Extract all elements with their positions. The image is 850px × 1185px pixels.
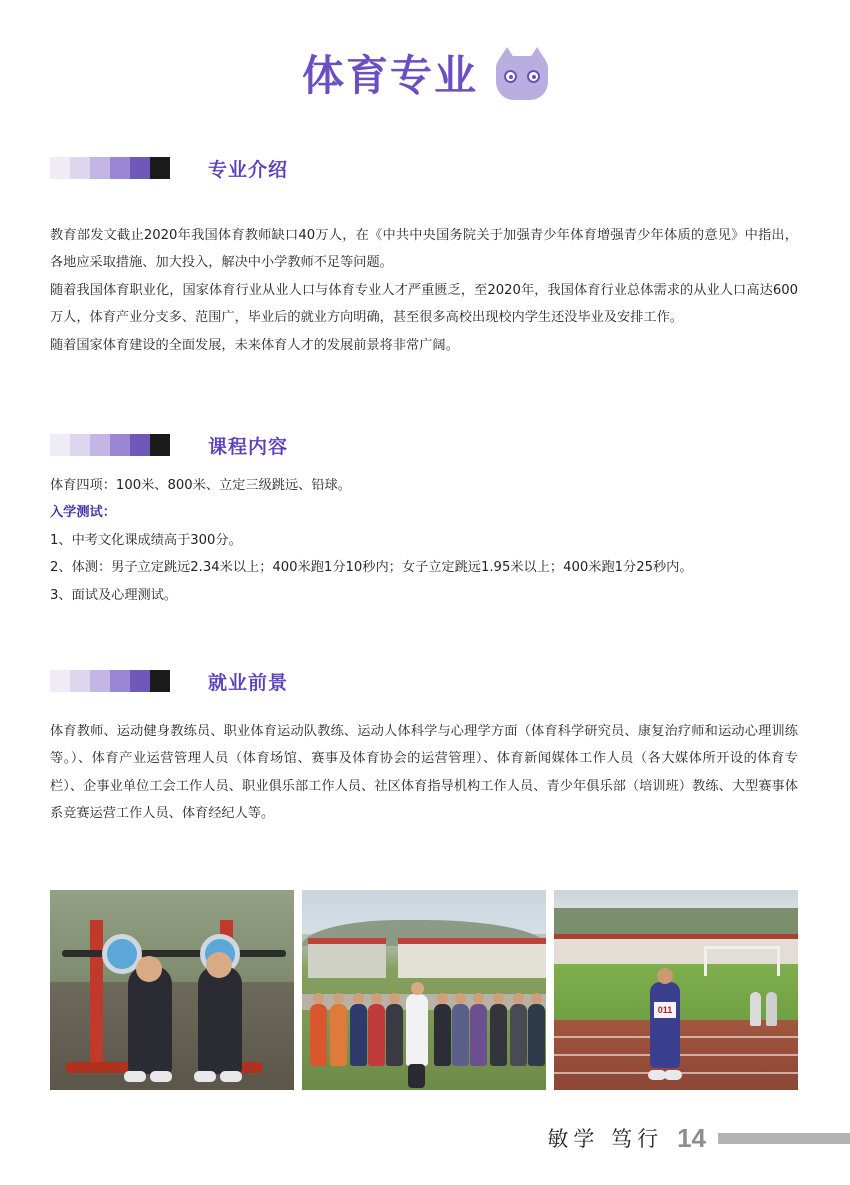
runner-figure — [650, 982, 680, 1068]
career-paragraph-1: 体育教师、运动健身教练员、职业体育运动队教练、运动人体科学与心理学方面（体育科学研究员、康复治疗师和运动心理训练等。）、体育产业运营管理人员（体育场馆、赛事及体育协会的运营管理）、体育新闻媒体工作人员（各大媒体所开设的体育专栏）、企事业单位工会工作人员、职业俱乐部工作人员、社区体育指导机构工作人员、青少年俱乐部（培训班）教练、大型赛事体系竞赛运营工作人员、体育经纪人等。 — [50, 724, 798, 822]
footer-accent-bar — [718, 1133, 850, 1144]
footer-motto: 敏学 笃行 — [547, 1127, 664, 1151]
swatch-strip — [50, 434, 190, 456]
intro-paragraph-1: 教育部发文截止2020年我国体育教师缺口40万人，在《中共中央国务院关于加强青少年体育增强青少年体质的意见》中指出，各地应采取措施、加大投入，解决中小学教师不足等问题。 — [50, 228, 798, 271]
section-body-intro — [50, 222, 798, 359]
cat-face-icon — [496, 52, 548, 100]
section-title-intro: 专业介绍 — [208, 158, 289, 181]
page-footer — [0, 1118, 850, 1158]
swatch-strip — [50, 157, 190, 179]
intro-paragraph-3: 随着国家体育建设的全面发展，未来体育人才的发展前景将非常广阔。 — [50, 337, 459, 353]
section-header-courses — [50, 432, 288, 458]
photo-row — [50, 890, 800, 1090]
section-body-career — [50, 718, 798, 828]
photo-shot-put-test — [302, 890, 546, 1090]
photo-track-running — [554, 890, 798, 1090]
footer-page-number: 14 — [677, 1122, 706, 1153]
page-title: 体育专业 — [301, 51, 478, 100]
section-body-courses — [50, 472, 798, 609]
courses-list-item-3: 3、面试及心理测试。 — [50, 587, 178, 603]
page-title-row — [0, 52, 850, 100]
photo-barbell-squat — [50, 890, 294, 1090]
section-header-intro — [50, 155, 288, 181]
section-header-career — [50, 668, 288, 694]
courses-subtitle: 入学测试： — [50, 505, 116, 521]
courses-list-item-1: 1、中考文化课成绩高于300分。 — [50, 532, 242, 548]
swatch-strip — [50, 670, 190, 692]
intro-paragraph-2: 随着我国体育职业化，国家体育行业从业人口与体育专业人才严重匮乏，至2020年，我国体育行业总体需求的从业人口高达600万人，体育产业分支多、范围广，毕业后的就业方向明确，甚至很多高校出现校内学生还没毕业及安排工作。 — [50, 282, 798, 326]
section-title-courses: 课程内容 — [208, 435, 289, 458]
runner-bib-number: 011 — [654, 1002, 676, 1018]
section-title-career: 就业前景 — [208, 671, 289, 694]
courses-list-item-2: 2、体测：男子立定跳远2.34米以上；400米跑1分10秒内；女子立定跳远1.95米以上；400米跑1分25秒内。 — [50, 560, 693, 576]
courses-paragraph-1: 体育四项：100米、800米、立定三级跳远、铅球。 — [50, 478, 351, 493]
cat-eye-right-icon — [527, 70, 540, 83]
cat-eye-left-icon — [504, 70, 517, 83]
